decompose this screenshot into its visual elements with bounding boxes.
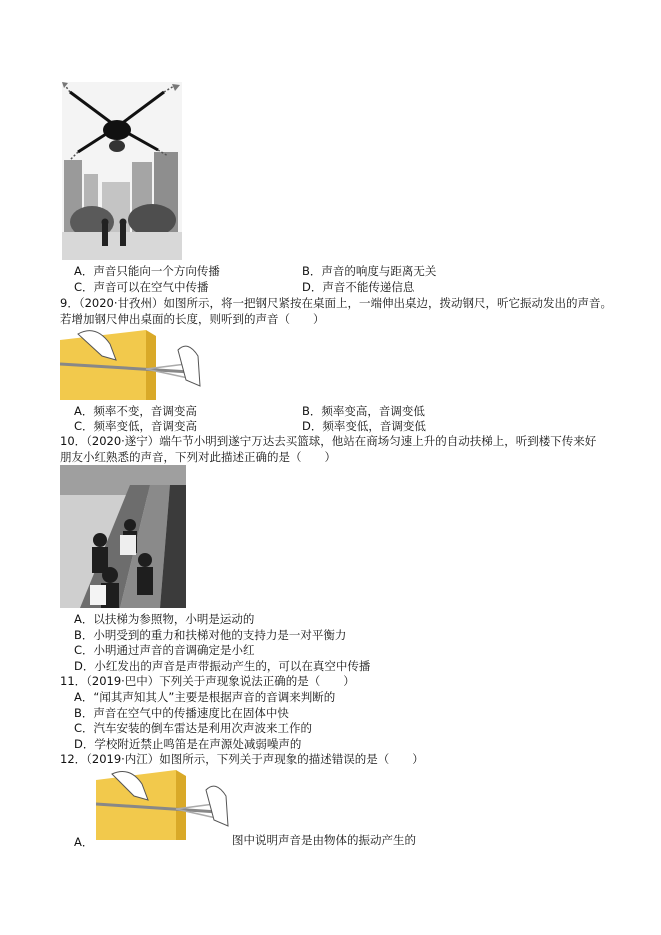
q9-option-a: A．频率不变，音调变高: [74, 404, 197, 418]
ruler-figure: [60, 326, 206, 400]
q12-stem: 12．（2019·内江）如图所示，下列关于声现象的描述错误的是（ ）: [60, 752, 424, 766]
q10-option-c: C．小明通过声音的音调确定是小红: [74, 643, 255, 657]
q10-option-d: D．小红发出的声音是声带振动产生的，可以在真空中传播: [74, 659, 371, 673]
drone-figure: [62, 82, 182, 260]
q10-option-a: A．以扶梯为参照物，小明是运动的: [74, 612, 255, 626]
q9-option-c: C．频率变低，音调变高: [74, 419, 198, 433]
q12-option-a-label: A．: [74, 835, 94, 849]
q10-option-b: B．小明受到的重力和扶梯对他的支持力是一对平衡力: [74, 628, 347, 642]
q9-stem-line1: 9．（2020·甘孜州）如图所示，将一把钢尺紧按在桌面上，一端伸出桌边，拨动钢尺，听它振动发出的声音。: [60, 296, 612, 310]
q11-stem: 11．（2019·巴中）下列关于声现象说法正确的是（ ）: [60, 674, 355, 688]
q12-option-a-text: 图中说明声音是由物体的振动产生的: [232, 833, 416, 847]
q11-option-a: A．“闻其声知其人”主要是根据声音的音调来判断的: [74, 690, 336, 704]
q9-stem-line2: 若增加钢尺伸出桌面的长度，则听到的声音（ ）: [60, 312, 325, 326]
ruler-figure-2: [96, 768, 232, 840]
q8-option-d: D．声音不能传递信息: [302, 280, 415, 294]
q8-option-c: C．声音可以在空气中传播: [74, 280, 209, 294]
q10-stem-line1: 10．（2020·遂宁）端午节小明到遂宁万达去买篮球，他站在商场匀速上升的自动扶梯上，听到楼下传来好: [60, 434, 597, 448]
q11-option-d: D．学校附近禁止鸣笛是在声源处减弱噪声的: [74, 737, 302, 751]
q9-option-b: B．频率变高，音调变低: [302, 404, 425, 418]
q11-option-b: B．声音在空气中的传播速度比在固体中快: [74, 706, 289, 720]
q11-option-c: C．汽车安装的倒车雷达是利用次声波来工作的: [74, 721, 313, 735]
q8-option-a: A．声音只能向一个方向传播: [74, 264, 220, 278]
q9-option-d: D．频率变低，音调变低: [302, 419, 426, 433]
q10-stem-line2: 朋友小红熟悉的声音，下列对此描述正确的是（ ）: [60, 450, 336, 464]
escalator-photo: [60, 465, 186, 608]
q8-option-b: B．声音的响度与距离无关: [302, 264, 437, 278]
